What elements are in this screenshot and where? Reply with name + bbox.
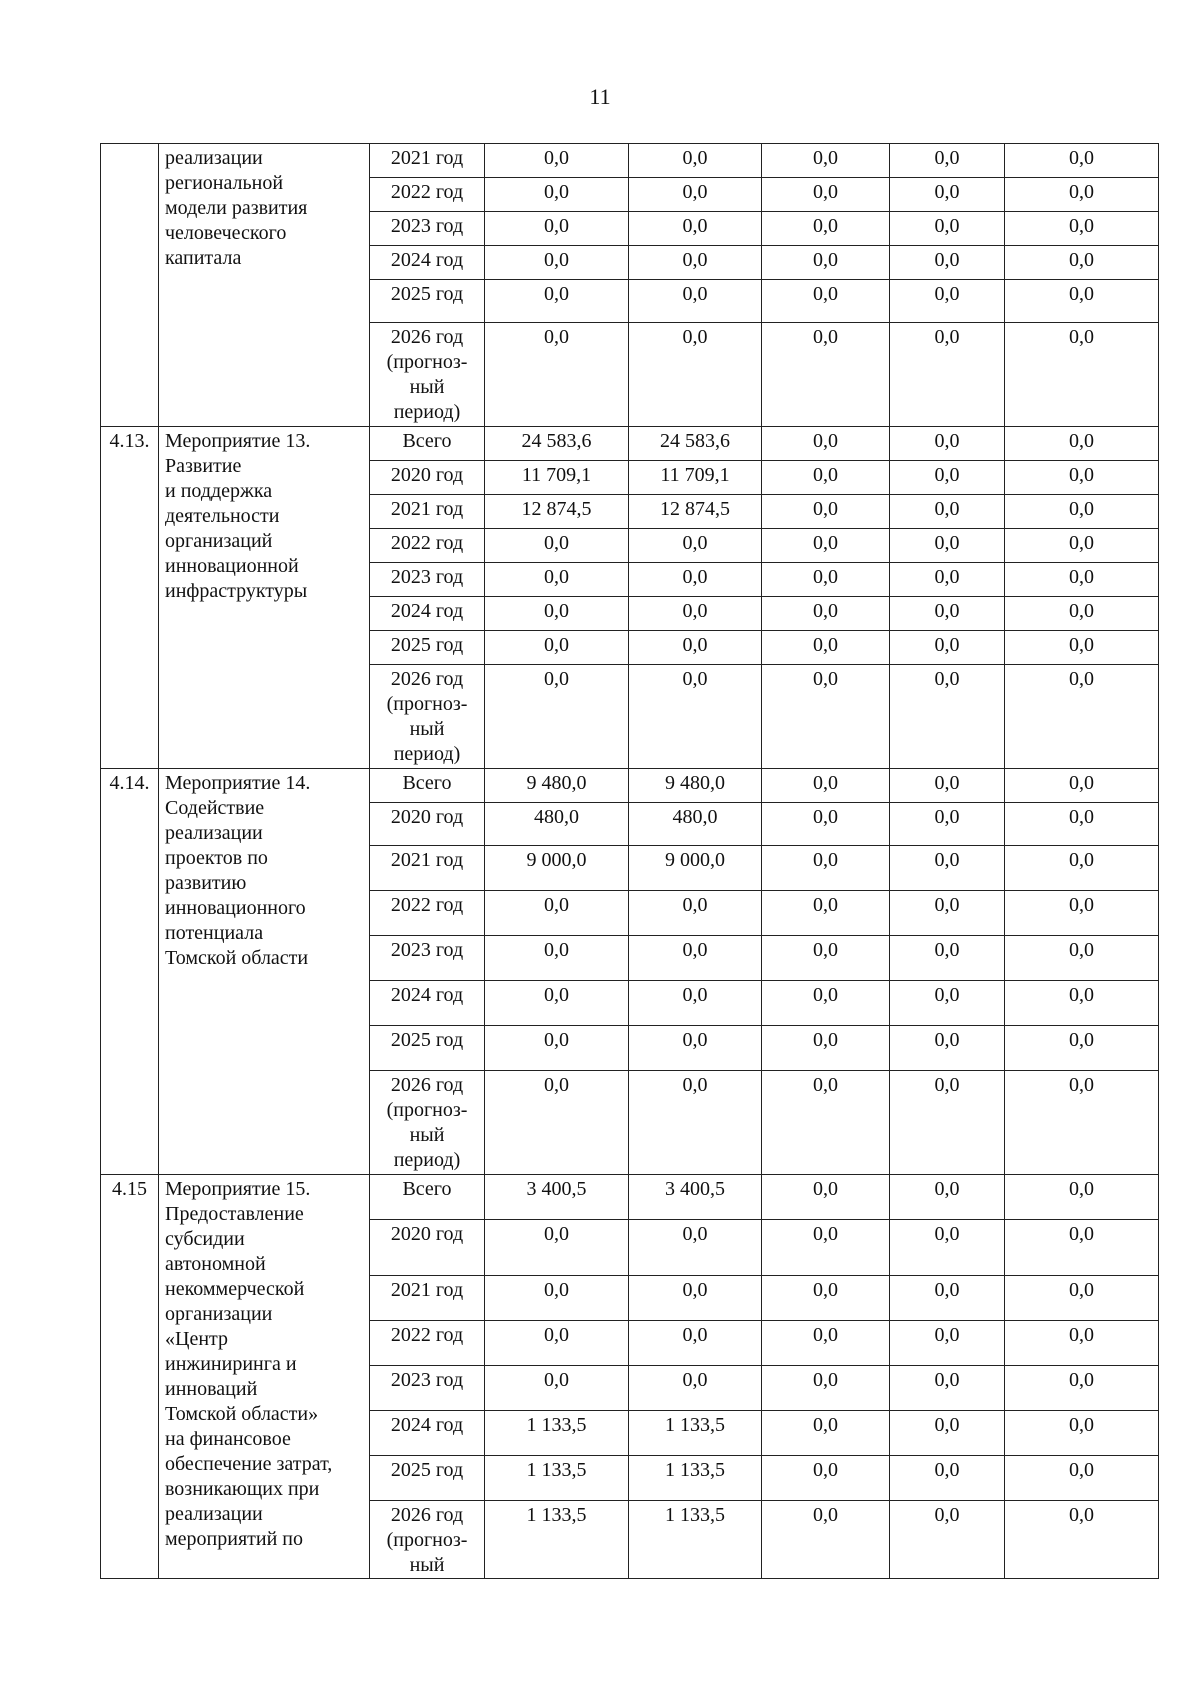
value-cell: 0,0 bbox=[890, 1321, 1005, 1366]
budget-table bbox=[100, 143, 1159, 1579]
table-row bbox=[101, 144, 1159, 178]
value-cell: 0,0 bbox=[485, 280, 629, 323]
value-cell: 0,0 bbox=[629, 212, 762, 246]
year-cell: 2021 год bbox=[370, 495, 485, 529]
year-cell: 2026 год (прогноз- ный период) bbox=[370, 665, 485, 769]
value-cell: 0,0 bbox=[485, 246, 629, 280]
item-number-cell: 4.13. bbox=[101, 427, 159, 769]
value-cell: 0,0 bbox=[762, 1026, 890, 1071]
value-cell: 0,0 bbox=[762, 981, 890, 1026]
value-cell: 0,0 bbox=[890, 280, 1005, 323]
value-cell: 0,0 bbox=[1005, 803, 1159, 846]
value-cell: 0,0 bbox=[629, 665, 762, 769]
value-cell: 0,0 bbox=[485, 178, 629, 212]
value-cell: 0,0 bbox=[629, 1366, 762, 1411]
year-cell: 2023 год bbox=[370, 1366, 485, 1411]
value-cell: 0,0 bbox=[890, 1071, 1005, 1175]
value-cell: 0,0 bbox=[762, 891, 890, 936]
value-cell: 0,0 bbox=[762, 178, 890, 212]
table-row bbox=[101, 769, 1159, 803]
value-cell: 0,0 bbox=[762, 936, 890, 981]
value-cell: 0,0 bbox=[762, 803, 890, 846]
value-cell: 0,0 bbox=[1005, 246, 1159, 280]
value-cell: 3 400,5 bbox=[485, 1175, 629, 1220]
value-cell: 480,0 bbox=[629, 803, 762, 846]
value-cell: 0,0 bbox=[762, 1276, 890, 1321]
value-cell: 0,0 bbox=[485, 144, 629, 178]
value-cell: 0,0 bbox=[1005, 1456, 1159, 1501]
value-cell: 0,0 bbox=[890, 563, 1005, 597]
value-cell: 0,0 bbox=[629, 981, 762, 1026]
value-cell: 3 400,5 bbox=[629, 1175, 762, 1220]
value-cell: 1 133,5 bbox=[629, 1456, 762, 1501]
value-cell: 0,0 bbox=[1005, 529, 1159, 563]
value-cell: 9 000,0 bbox=[485, 846, 629, 891]
year-cell: 2024 год bbox=[370, 1411, 485, 1456]
value-cell: 0,0 bbox=[629, 1321, 762, 1366]
value-cell: 0,0 bbox=[629, 144, 762, 178]
value-cell: 0,0 bbox=[762, 1220, 890, 1276]
year-cell: 2022 год bbox=[370, 1321, 485, 1366]
value-cell: 0,0 bbox=[1005, 891, 1159, 936]
value-cell: 0,0 bbox=[485, 212, 629, 246]
value-cell: 0,0 bbox=[1005, 144, 1159, 178]
item-number-cell bbox=[101, 144, 159, 427]
value-cell: 0,0 bbox=[1005, 1071, 1159, 1175]
value-cell: 0,0 bbox=[485, 529, 629, 563]
value-cell: 0,0 bbox=[1005, 1366, 1159, 1411]
value-cell: 24 583,6 bbox=[485, 427, 629, 461]
value-cell: 0,0 bbox=[762, 1175, 890, 1220]
value-cell: 0,0 bbox=[762, 427, 890, 461]
value-cell: 0,0 bbox=[762, 1366, 890, 1411]
value-cell: 0,0 bbox=[762, 769, 890, 803]
value-cell: 0,0 bbox=[1005, 769, 1159, 803]
year-cell: 2024 год bbox=[370, 246, 485, 280]
value-cell: 0,0 bbox=[890, 1411, 1005, 1456]
value-cell: 9 480,0 bbox=[485, 769, 629, 803]
value-cell: 0,0 bbox=[1005, 1501, 1159, 1579]
value-cell: 0,0 bbox=[485, 936, 629, 981]
value-cell: 0,0 bbox=[629, 529, 762, 563]
value-cell: 0,0 bbox=[629, 280, 762, 323]
value-cell: 0,0 bbox=[1005, 846, 1159, 891]
value-cell: 0,0 bbox=[485, 1321, 629, 1366]
value-cell: 0,0 bbox=[890, 846, 1005, 891]
value-cell: 0,0 bbox=[890, 529, 1005, 563]
value-cell: 0,0 bbox=[1005, 1175, 1159, 1220]
value-cell: 1 133,5 bbox=[485, 1456, 629, 1501]
measure-name-cell: Мероприятие 14. Содействие реализации проектов по развитию инновационного потенциала Томской области bbox=[159, 769, 370, 1175]
value-cell: 0,0 bbox=[762, 1071, 890, 1175]
value-cell: 0,0 bbox=[762, 280, 890, 323]
value-cell: 0,0 bbox=[1005, 178, 1159, 212]
value-cell: 0,0 bbox=[485, 323, 629, 427]
year-cell: 2026 год (прогноз- ный период) bbox=[370, 1071, 485, 1175]
value-cell: 0,0 bbox=[890, 769, 1005, 803]
value-cell: 11 709,1 bbox=[485, 461, 629, 495]
year-cell: 2025 год bbox=[370, 1026, 485, 1071]
value-cell: 0,0 bbox=[485, 1026, 629, 1071]
value-cell: 0,0 bbox=[1005, 665, 1159, 769]
value-cell: 0,0 bbox=[485, 891, 629, 936]
value-cell: 0,0 bbox=[629, 1071, 762, 1175]
value-cell: 0,0 bbox=[1005, 631, 1159, 665]
year-cell: 2025 год bbox=[370, 280, 485, 323]
year-cell: 2022 год bbox=[370, 178, 485, 212]
value-cell: 0,0 bbox=[1005, 1026, 1159, 1071]
value-cell: 0,0 bbox=[1005, 1276, 1159, 1321]
value-cell: 0,0 bbox=[1005, 1321, 1159, 1366]
value-cell: 480,0 bbox=[485, 803, 629, 846]
year-cell: 2023 год bbox=[370, 212, 485, 246]
value-cell: 0,0 bbox=[762, 665, 890, 769]
value-cell: 0,0 bbox=[762, 846, 890, 891]
year-cell: 2026 год (прогноз- ный bbox=[370, 1501, 485, 1579]
year-cell: 2020 год bbox=[370, 803, 485, 846]
value-cell: 0,0 bbox=[629, 563, 762, 597]
value-cell: 0,0 bbox=[890, 936, 1005, 981]
value-cell: 0,0 bbox=[890, 1026, 1005, 1071]
value-cell: 0,0 bbox=[890, 1220, 1005, 1276]
value-cell: 1 133,5 bbox=[485, 1501, 629, 1579]
value-cell: 0,0 bbox=[890, 178, 1005, 212]
value-cell: 0,0 bbox=[890, 246, 1005, 280]
item-number-cell: 4.14. bbox=[101, 769, 159, 1175]
value-cell: 0,0 bbox=[890, 1175, 1005, 1220]
value-cell: 0,0 bbox=[890, 1366, 1005, 1411]
year-cell: Всего bbox=[370, 769, 485, 803]
value-cell: 0,0 bbox=[890, 1501, 1005, 1579]
value-cell: 0,0 bbox=[762, 1456, 890, 1501]
value-cell: 0,0 bbox=[890, 891, 1005, 936]
year-cell: Всего bbox=[370, 1175, 485, 1220]
value-cell: 0,0 bbox=[762, 212, 890, 246]
value-cell: 0,0 bbox=[890, 461, 1005, 495]
value-cell: 12 874,5 bbox=[629, 495, 762, 529]
value-cell: 0,0 bbox=[1005, 597, 1159, 631]
value-cell: 0,0 bbox=[762, 631, 890, 665]
measure-name-cell: Мероприятие 15. Предоставление субсидии автономной некоммерческой организации «Центр инжиниринга и инноваций Томской области» на финансовое обеспечение затрат, возникающих при реализации мероприятий по bbox=[159, 1175, 370, 1579]
value-cell: 0,0 bbox=[485, 1276, 629, 1321]
value-cell: 0,0 bbox=[1005, 461, 1159, 495]
value-cell: 24 583,6 bbox=[629, 427, 762, 461]
value-cell: 0,0 bbox=[1005, 212, 1159, 246]
value-cell: 0,0 bbox=[629, 891, 762, 936]
year-cell: 2022 год bbox=[370, 529, 485, 563]
value-cell: 0,0 bbox=[629, 597, 762, 631]
year-cell: Всего bbox=[370, 427, 485, 461]
value-cell: 0,0 bbox=[762, 246, 890, 280]
value-cell: 0,0 bbox=[1005, 280, 1159, 323]
value-cell: 0,0 bbox=[485, 1071, 629, 1175]
year-cell: 2023 год bbox=[370, 563, 485, 597]
value-cell: 9 000,0 bbox=[629, 846, 762, 891]
year-cell: 2022 год bbox=[370, 891, 485, 936]
value-cell: 1 133,5 bbox=[629, 1411, 762, 1456]
value-cell: 0,0 bbox=[762, 144, 890, 178]
value-cell: 0,0 bbox=[890, 631, 1005, 665]
value-cell: 0,0 bbox=[629, 1276, 762, 1321]
value-cell: 0,0 bbox=[762, 597, 890, 631]
value-cell: 0,0 bbox=[1005, 495, 1159, 529]
value-cell: 11 709,1 bbox=[629, 461, 762, 495]
value-cell: 0,0 bbox=[1005, 1220, 1159, 1276]
value-cell: 0,0 bbox=[890, 212, 1005, 246]
value-cell: 0,0 bbox=[485, 631, 629, 665]
value-cell: 0,0 bbox=[629, 178, 762, 212]
year-cell: 2021 год bbox=[370, 1276, 485, 1321]
year-cell: 2026 год (прогноз- ный период) bbox=[370, 323, 485, 427]
value-cell: 0,0 bbox=[762, 1411, 890, 1456]
year-cell: 2024 год bbox=[370, 597, 485, 631]
value-cell: 0,0 bbox=[485, 1366, 629, 1411]
value-cell: 0,0 bbox=[762, 563, 890, 597]
value-cell: 0,0 bbox=[890, 1456, 1005, 1501]
value-cell: 0,0 bbox=[762, 495, 890, 529]
value-cell: 0,0 bbox=[485, 597, 629, 631]
item-number-cell: 4.15 bbox=[101, 1175, 159, 1579]
value-cell: 0,0 bbox=[762, 1501, 890, 1579]
value-cell: 0,0 bbox=[1005, 563, 1159, 597]
value-cell: 0,0 bbox=[762, 461, 890, 495]
value-cell: 0,0 bbox=[629, 1220, 762, 1276]
year-cell: 2020 год bbox=[370, 461, 485, 495]
value-cell: 0,0 bbox=[890, 597, 1005, 631]
year-cell: 2024 год bbox=[370, 981, 485, 1026]
measure-name-cell: Мероприятие 13. Развитие и поддержка деятельности организаций инновационной инфраструктуры bbox=[159, 427, 370, 769]
value-cell: 0,0 bbox=[1005, 323, 1159, 427]
year-cell: 2025 год bbox=[370, 631, 485, 665]
value-cell: 0,0 bbox=[1005, 936, 1159, 981]
year-cell: 2021 год bbox=[370, 144, 485, 178]
measure-name-cell: реализации региональной модели развития человеческого капитала bbox=[159, 144, 370, 427]
value-cell: 0,0 bbox=[762, 1321, 890, 1366]
year-cell: 2020 год bbox=[370, 1220, 485, 1276]
value-cell: 0,0 bbox=[629, 631, 762, 665]
value-cell: 0,0 bbox=[890, 427, 1005, 461]
value-cell: 1 133,5 bbox=[485, 1411, 629, 1456]
value-cell: 0,0 bbox=[1005, 981, 1159, 1026]
value-cell: 0,0 bbox=[629, 246, 762, 280]
value-cell: 1 133,5 bbox=[629, 1501, 762, 1579]
page-number: 11 bbox=[589, 84, 611, 109]
value-cell: 0,0 bbox=[1005, 1411, 1159, 1456]
value-cell: 0,0 bbox=[890, 495, 1005, 529]
value-cell: 0,0 bbox=[890, 803, 1005, 846]
value-cell: 0,0 bbox=[485, 563, 629, 597]
value-cell: 0,0 bbox=[485, 665, 629, 769]
table-row bbox=[101, 427, 1159, 461]
value-cell: 0,0 bbox=[629, 323, 762, 427]
value-cell: 0,0 bbox=[890, 323, 1005, 427]
value-cell: 0,0 bbox=[1005, 427, 1159, 461]
value-cell: 0,0 bbox=[485, 981, 629, 1026]
value-cell: 0,0 bbox=[629, 936, 762, 981]
year-cell: 2021 год bbox=[370, 846, 485, 891]
table-row bbox=[101, 1175, 1159, 1220]
value-cell: 9 480,0 bbox=[629, 769, 762, 803]
value-cell: 0,0 bbox=[762, 529, 890, 563]
value-cell: 0,0 bbox=[762, 323, 890, 427]
value-cell: 0,0 bbox=[629, 1026, 762, 1071]
value-cell: 0,0 bbox=[485, 1220, 629, 1276]
value-cell: 0,0 bbox=[890, 144, 1005, 178]
value-cell: 0,0 bbox=[890, 1276, 1005, 1321]
value-cell: 0,0 bbox=[890, 981, 1005, 1026]
value-cell: 12 874,5 bbox=[485, 495, 629, 529]
year-cell: 2023 год bbox=[370, 936, 485, 981]
value-cell: 0,0 bbox=[890, 665, 1005, 769]
year-cell: 2025 год bbox=[370, 1456, 485, 1501]
